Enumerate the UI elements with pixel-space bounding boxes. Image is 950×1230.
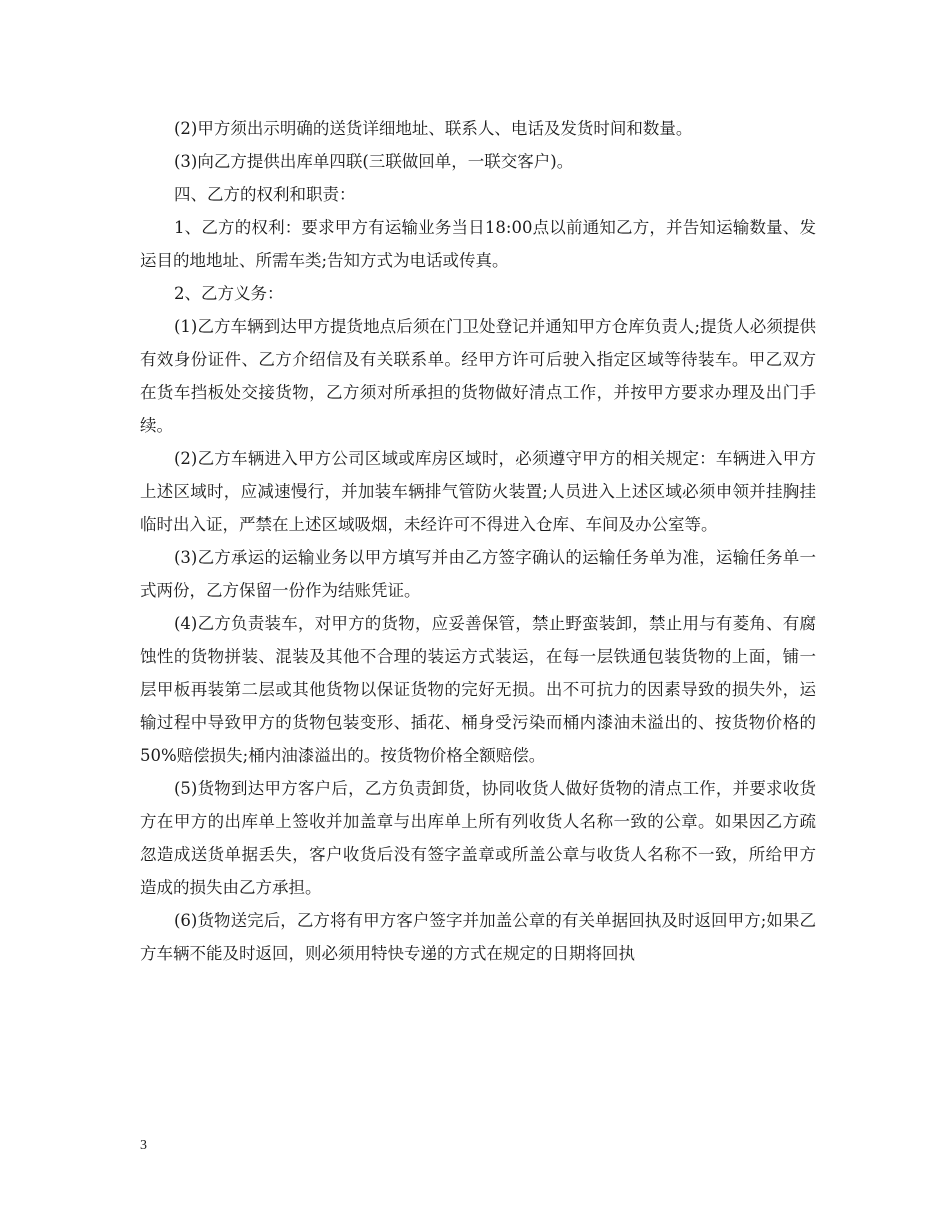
section-heading: 四、乙方的权利和职责： [174,185,356,204]
paragraph-duty-6: (6)货物送完后，乙方将有甲方客户签字并加盖公章的有关单据回执及时返回甲方;如果乙方车辆不能及时返回，则必须用特快专递的方式在规定的日期将回执 [140,911,816,963]
subsection-heading: 2、乙方义务： [174,284,284,303]
paragraph-duty-2: (2)乙方车辆进入甲方公司区域或库房区域时，必须遵守甲方的相关规定：车辆进入甲方上述区域时，应减速慢行，并加装车辆排气管防火装置;人员进入上述区域必须申领并挂胸挂临时出入证，严禁在上述区域吸烟，未经许可不得进入仓库、车间及办公室等。 [140,449,816,534]
page-number: 3 [140,1138,147,1153]
paragraph-2: (3)向乙方提供出库单四联(三联做回单，一联交客户)。 [174,152,574,171]
paragraph-duty-3: (3)乙方承运的运输业务以甲方填写并由乙方签字确认的运输任务单为准，运输任务单一式两份，乙方保留一份作为结账凭证。 [140,548,816,600]
paragraph-rights: 1、乙方的权利：要求甲方有运输业务当日18:00点以前通知乙方，并告知运输数量、发运目的地地址、所需车类;告知方式为电话或传真。 [140,218,816,270]
paragraph-duty-1: (1)乙方车辆到达甲方提货地点后须在门卫处登记并通知甲方仓库负责人;提货人必须提供有效身份证件、乙方介绍信及有关联系单。经甲方许可后驶入指定区域等待装车。甲乙双方在货车挡板处交接货物，乙方须对所承担的货物做好清点工作，并按甲方要求办理及出门手续。 [140,317,816,435]
paragraph-duty-4: (4)乙方负责装车，对甲方的货物，应妥善保管，禁止野蛮装卸，禁止用与有菱角、有腐蚀性的货物拼装、混装及其他不合理的装运方式装运，在每一层铁通包装货物的上面，铺一层甲板再装第二层或其他货物以保证货物的完好无损。出不可抗力的因素导致的损失外，运输过程中导致甲方的货物包装变形、插花、桶身受污染而桶内漆油未溢出的、按货物价格的50%赔偿损失;桶内油漆溢出的。按货物价格全额赔偿。 [140,614,816,765]
document-body [140,112,816,970]
paragraph-duty-5: (5)货物到达甲方客户后，乙方负责卸货，协同收货人做好货物的清点工作，并要求收货方在甲方的出库单上签收并加盖章与出库单上所有列收货人名称一致的公章。如果因乙方疏忽造成送货单据丢失，客户收货后没有签字盖章或所盖公章与收货人名称不一致，所给甲方造成的损失由乙方承担。 [140,779,816,897]
paragraph-1: (2)甲方须出示明确的送货详细地址、联系人、电话及发货时间和数量。 [174,119,693,138]
